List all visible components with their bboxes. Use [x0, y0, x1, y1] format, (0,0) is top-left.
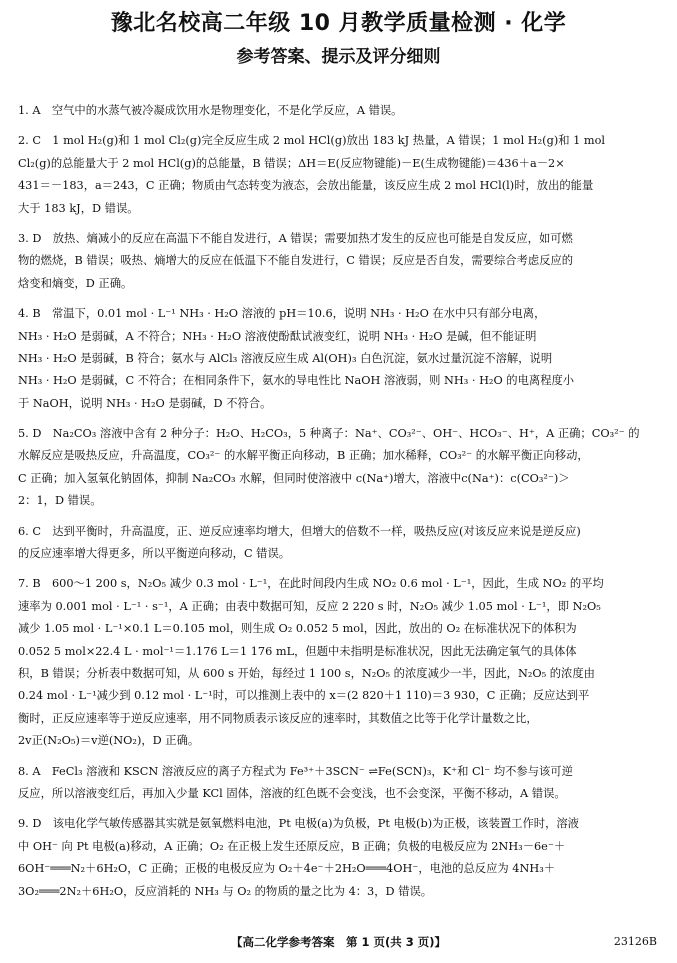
- answer-item: [18, 521, 659, 566]
- answer-line: 1. A 空气中的水蒸气被冷凝成饮用水是物理变化，不是化学反应，A 错误。: [18, 104, 403, 117]
- answer-line: 9. D 该电化学气敏传感器其实就是氨氧燃料电池，Pt 电极(a)为负极，Pt 电极(b)为正极，该装置工作时，溶液: [18, 817, 579, 831]
- answer-line: NH₃ · H₂O 是弱碱，C 不符合；在相同条件下，氨水的导电性比 NaOH 溶液弱，则 NH₃ · H₂O 的电离程度小: [18, 374, 575, 388]
- answer-line: 6. C 达到平衡时，升高温度，正、逆反应速率均增大，但增大的倍数不一样，吸热反应(对该反应来说是逆反应): [18, 524, 581, 538]
- answer-line: 0.24 mol · L⁻¹减少到 0.12 mol · L⁻¹时，可以推测上表中的 x＝(2 820＋1 110)＝3 930，C 正确；反应达到平: [18, 689, 590, 703]
- answer-item: [18, 573, 659, 752]
- answer-line: 8. A FeCl₃ 溶液和 KSCN 溶液反应的离子方程式为 Fe³⁺＋3SCN⁻ ⇌Fe(SCN)₃，K⁺和 Cl⁻ 均不参与该可逆: [18, 764, 573, 778]
- page-subtitle: 参考答案、提示及评分细则: [236, 47, 441, 67]
- answer-item: [18, 130, 659, 220]
- answer-line: 焓变和熵变，D 正确。: [18, 276, 133, 290]
- answer-line: 于 NaOH，说明 NH₃ · H₂O 是弱碱，D 不符合。: [18, 396, 272, 410]
- answer-line: C 正确；加入氢氧化钠固体，抑制 Na₂CO₃ 水解，但同时使溶液中 c(Na⁺)增大，溶液中c(Na⁺)：c(CO₃²⁻)＞: [18, 471, 570, 485]
- answer-line: 水解反应是吸热反应，升高温度，CO₃²⁻ 的水解平衡正向移动，B 正确；加水稀释，CO₃²⁻ 的水解平衡正向移动，: [18, 449, 589, 463]
- page-footer: [0, 932, 677, 952]
- answer-line: NH₃ · H₂O 是弱碱，B 符合；氨水与 AlCl₃ 溶液反应生成 Al(OH)₃ 白色沉淀，氨水过量沉淀不溶解，说明: [18, 351, 553, 365]
- answer-line: 0.052 5 mol×22.4 L · mol⁻¹＝1.176 L＝1 176 mL，但题中未指明是标准状况，因此无法确定氧气的具体体: [18, 644, 577, 658]
- answer-line: 3O₂═══2N₂＋6H₂O，反应消耗的 NH₃ 与 O₂ 的物质的量之比为 4：3，D 错误。: [18, 884, 433, 898]
- answer-line: NH₃ · H₂O 是弱碱，A 不符合；NH₃ · H₂O 溶液使酚酞试液变红，说明 NH₃ · H₂O 是碱，但不能证明: [18, 329, 537, 343]
- answer-item: [18, 761, 659, 806]
- answer-line: 5. D Na₂CO₃ 溶液中含有 2 种分子：H₂O、H₂CO₃，5 种离子：Na⁺、CO₃²⁻、OH⁻、HCO₃⁻、H⁺，A 正确；CO₃²⁻ 的: [18, 427, 640, 441]
- answer-line: 3. D 放热、熵减小的反应在高温下不能自发进行，A 错误；需要加热才发生的反应也可能是自发反应，如可燃: [18, 231, 573, 245]
- footer-code: 23126B: [613, 935, 657, 948]
- answer-item: [18, 423, 659, 513]
- answer-line: 4. B 常温下，0.01 mol · L⁻¹ NH₃ · H₂O 溶液的 pH＝10.6，说明 NH₃ · H₂O 在水中只有部分电离，: [18, 307, 546, 321]
- answer-item: [18, 303, 659, 415]
- page-title: 豫北名校高二年级 10 月教学质量检测 · 化学: [110, 11, 567, 36]
- answer-line: 2. C 1 mol H₂(g)和 1 mol Cl₂(g)完全反应生成 2 mol HCl(g)放出 183 kJ 热量，A 错误；1 mol H₂(g)和 1 mol: [18, 134, 606, 148]
- answer-line: Cl₂(g)的总能量大于 2 mol HCl(g)的总能量，B 错误；ΔH＝E(反应物键能)－E(生成物键能)＝436＋a－2×: [18, 156, 565, 170]
- answer-line: 衡时，正反应速率等于逆反应速率，用不同物质表示该反应的速率时，其数值之比等于化学计量数之比，: [18, 711, 538, 725]
- answer-line: 431＝－183，a＝243，C 正确；物质由气态转变为液态，会放出能量，该反应生成 2 mol HCl(l)时，放出的能量: [18, 179, 594, 193]
- answer-line: 积，B 错误；分析表中数据可知，从 600 s 开始，每经过 1 100 s，N₂O₅ 的浓度减少一半，因此，N₂O₅ 的浓度由: [18, 666, 595, 680]
- answer-line: 的反应速率增大得更多，所以平衡逆向移动，C 错误。: [18, 547, 291, 561]
- answer-line: 7. B 600～1 200 s，N₂O₅ 减少 0.3 mol · L⁻¹，在此时间段内生成 NO₂ 0.6 mol · L⁻¹，因此，生成 NO₂ 的平均: [18, 577, 604, 591]
- answer-line: 反应，所以溶液变红后，再加入少量 KCl 固体，溶液的红色既不会变浅，也不会变深，平衡不移动，A 错误。: [18, 786, 566, 800]
- answer-line: 减少 1.05 mol · L⁻¹×0.1 L＝0.105 mol，则生成 O₂ 0.052 5 mol，因此，放出的 O₂ 在标准状况下的体积为: [18, 622, 577, 636]
- answer-line: 大于 183 kJ，D 错误。: [18, 201, 139, 215]
- answer-line: 6OH⁻═══N₂＋6H₂O，C 正确；正极的电极反应为 O₂＋4e⁻＋2H₂O═══4OH⁻，电池的总反应为 4NH₃＋: [18, 862, 556, 876]
- answer-line: 2v正(N₂O₅)＝v逆(NO₂)，D 正确。: [18, 734, 200, 748]
- answer-item: [18, 228, 659, 295]
- answer-line: 中 OH⁻ 向 Pt 电极(a)移动，A 正确；O₂ 在正极上发生还原反应，B 正确；负极的电极反应为 2NH₃－6e⁻＋: [18, 839, 566, 853]
- answer-line: 速率为 0.001 mol · L⁻¹ · s⁻¹，A 正确；由表中数据可知，反应 2 220 s 时，N₂O₅ 减少 1.05 mol · L⁻¹，即 N₂O₅: [18, 599, 601, 613]
- footer-page-label: 【高二化学参考答案 第 1 页(共 3 页)】: [230, 935, 447, 949]
- answer-item: [18, 100, 659, 122]
- answer-line: 物的燃烧，B 错误；吸热、熵增大的反应在低温下不能自发进行，C 错误；反应是否自发，需要综合考虑反应的: [18, 254, 574, 268]
- answer-line: 2：1，D 错误。: [18, 494, 102, 508]
- answer-item: [18, 813, 659, 903]
- answer-list: [18, 100, 659, 911]
